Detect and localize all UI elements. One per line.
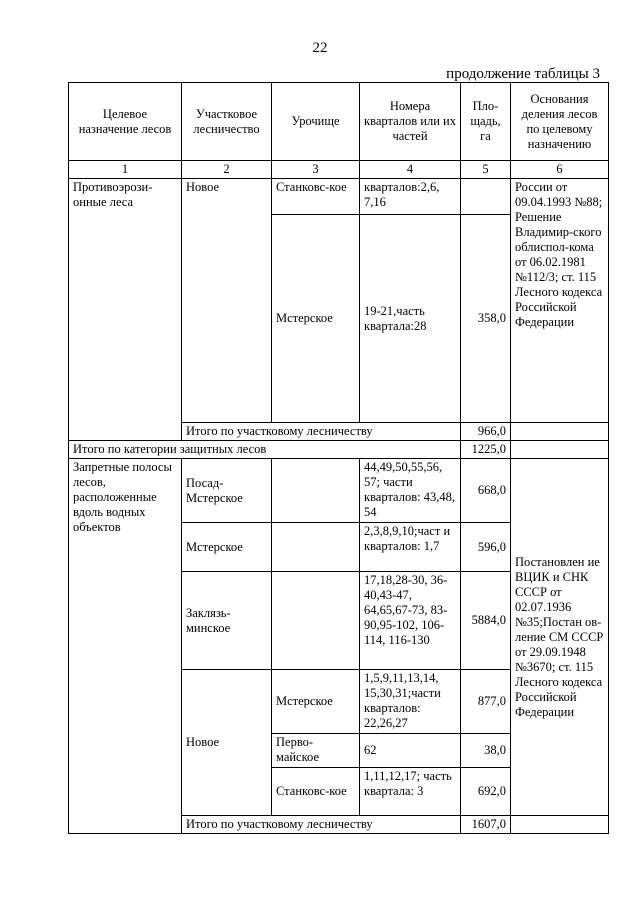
tract-cell: Станковс-кое (272, 179, 360, 215)
quarters-cell: 17,18,28-30, 36-40,43-47, 64,65,67-73, 83-90,95-102, 106-114, 116-130 (360, 572, 461, 670)
forestry-total-area: 1607,0 (461, 816, 511, 834)
area-cell: 358,0 (461, 215, 511, 423)
tract-cell: Мстерское (272, 215, 360, 423)
basis-cell: России от 09.04.1993 №88; Решение Владимир-ского облиспол-кома от 06.02.1981 №112/3; ст. 115 Лесного кодекса Российской Федерации (511, 179, 609, 423)
empty-cell (511, 423, 609, 441)
area-cell (461, 179, 511, 215)
category-total-row (69, 441, 609, 459)
tract-cell (272, 572, 360, 670)
category-total-area: 1225,0 (461, 441, 511, 459)
quarters-cell: 62 (360, 734, 461, 768)
forestry-cell: Новое (182, 670, 272, 816)
quarters-cell: 44,49,50,55,56, 57; части кварталов: 43,48, 54 (360, 459, 461, 523)
forestry-cell: Новое (182, 179, 272, 423)
tract-cell: Мстерское (272, 670, 360, 734)
area-cell: 692,0 (461, 768, 511, 816)
category-total-label: Итого по категории защитных лесов (69, 441, 461, 459)
column-number-row (69, 161, 609, 179)
header-purpose: Целевое назначение лесов (69, 83, 182, 161)
forestry-cell: Заклязь-минское (182, 572, 272, 670)
basis-cell: Постановлен ие ВЦИК и СНК СССР от 02.07.1936 №35;Постан ов-ление СМ СССР от 29.09.1948 №3670; ст. 115 Лесного кодекса Российской Федерации (511, 459, 609, 816)
area-cell: 38,0 (461, 734, 511, 768)
quarters-cell: 19-21,часть квартала:28 (360, 215, 461, 423)
tract-cell: Перво-майское (272, 734, 360, 768)
quarters-cell: 1,5,9,11,13,14, 15,30,31;части кварталов: 22,26,27 (360, 670, 461, 734)
tract-cell (272, 523, 360, 572)
column-number: 3 (272, 161, 360, 179)
header-tract: Урочище (272, 83, 360, 161)
header-basis: Основания деления лесов по целевому назначению (511, 83, 609, 161)
tract-cell: Станковс-кое (272, 768, 360, 816)
header-forestry: Участковое лесничество (182, 83, 272, 161)
forestry-cell: Мстерское (182, 523, 272, 572)
tract-cell (272, 459, 360, 523)
empty-cell (511, 441, 609, 459)
column-number: 1 (69, 161, 182, 179)
table-row (69, 459, 609, 523)
column-number: 4 (360, 161, 461, 179)
header-row (69, 83, 609, 161)
quarters-cell: 1,11,12,17; часть квартала: 3 (360, 768, 461, 816)
column-number: 2 (182, 161, 272, 179)
area-cell: 5884,0 (461, 572, 511, 670)
forestry-total-label: Итого по участковому лесничеству (182, 816, 461, 834)
area-cell: 596,0 (461, 523, 511, 572)
area-cell: 668,0 (461, 459, 511, 523)
column-number: 6 (511, 161, 609, 179)
forestry-total-label: Итого по участковому лесничеству (182, 423, 461, 441)
purpose-cell: Противоэрози-онные леса (69, 179, 182, 441)
forest-purpose-table (68, 82, 609, 834)
quarters-cell: 2,3,8,9,10;част и кварталов: 1,7 (360, 523, 461, 572)
page-number: 22 (312, 40, 328, 56)
table-row (69, 179, 609, 215)
forestry-total-area: 966,0 (461, 423, 511, 441)
column-number: 5 (461, 161, 511, 179)
header-quarters: Номера кварталов или их частей (360, 83, 461, 161)
area-cell: 877,0 (461, 670, 511, 734)
empty-cell (511, 816, 609, 834)
purpose-cell: Запретные полосы лесов, расположенные вдоль водных объектов (69, 459, 182, 834)
table-continuation-label: продолжение таблицы 3 (446, 66, 600, 82)
quarters-cell: кварталов:2,6, 7,16 (360, 179, 461, 215)
header-area: Пло-щадь, га (461, 83, 511, 161)
forestry-cell: Посад-Мстерское (182, 459, 272, 523)
